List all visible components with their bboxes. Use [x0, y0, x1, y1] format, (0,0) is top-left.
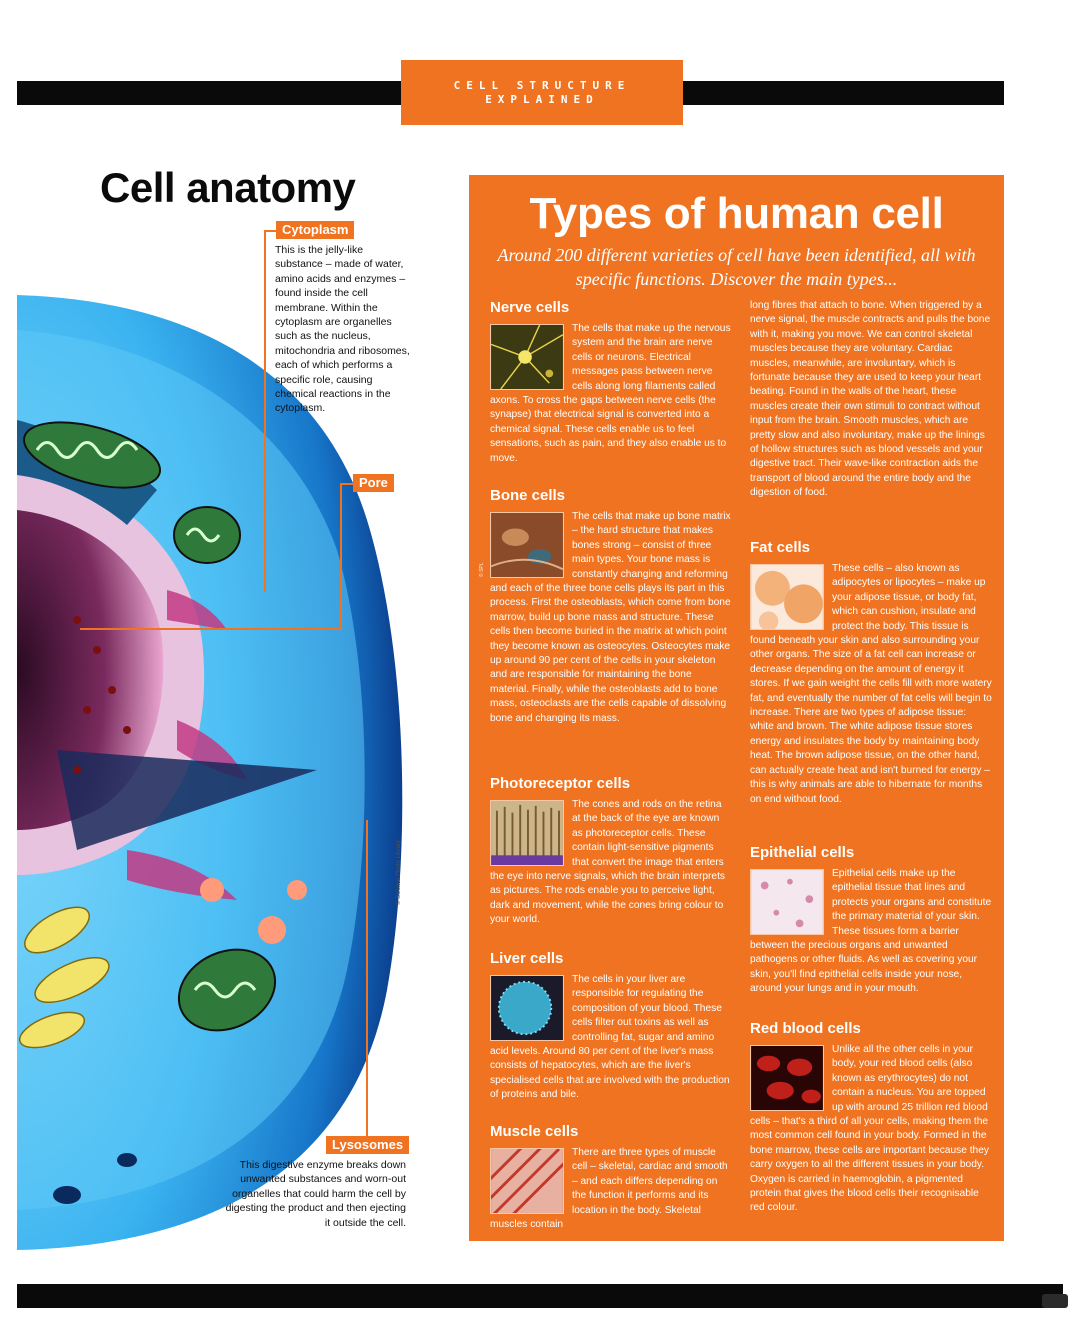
cytoplasm-description: This is the jelly-like substance – made of water, amino acids and enzymes – found inside the cell membrane. Within the cytoplasm are organelles such as the nucleus, mitochondria and ribosomes, each of which performs a specific role, causing chemical reactions in the cytoplasm. [275, 244, 410, 415]
cell-types-panel [469, 175, 1004, 1241]
epithelial-cells-text: Epithelial cells make up the epithelial tissue that lines and protects your organs and constitute the primary material of your skin. These tissues form a barrier between the precious organs and unwanted pathogens or other fluids. As well as covering your skin, you'll find epithelial cells inside your nose, around your lungs and in your mouth. [750, 868, 992, 995]
muscle-cells-heading: Muscle cells [490, 1123, 579, 1140]
muscle-cells-continued [750, 299, 992, 501]
muscle-cells-text: There are three types of muscle cell – skeletal, cardiac and smooth – and each differs depending on the function it performs and its location in the body. Skeletal muscles contain [490, 1147, 728, 1231]
bone-cells-heading: Bone cells [490, 487, 566, 504]
fat-cells-heading: Fat cells [750, 539, 811, 556]
red-blood-cells-image [750, 1045, 824, 1111]
fat-cells-section [750, 539, 992, 807]
liver-cells-text: The cells in your liver are responsible for regulating the composition of your blood. These cells filter out toxins as well as controlling fat, sugar and amino acid levels. Around 80 per cent of the liver's mass consists of hepatocytes, which are the liver's specialised cells that are involved with the production of proteins and bile. [490, 974, 730, 1101]
liver-cells-image [490, 975, 564, 1041]
photoreceptor-cells-heading: Photoreceptor cells [490, 775, 631, 792]
bone-cells-image [490, 512, 564, 578]
nerve-cells-text: The cells that make up the nervous system and the brain are nerve cells or neurons. Electrical messages pass between nerve cells along long filaments called axons. To cross the gaps between nerve cells (the synapse) that electrical signal is converted into a chemical signal. These cells enable us to feel sensations, such as pain, and they also enable us to move. [490, 323, 731, 464]
nerve-cells-image [490, 324, 564, 390]
page-title: Cell anatomy [100, 164, 356, 211]
cell-illustration [17, 290, 407, 1255]
photoreceptor-cells-text: The cones and rods on the retina at the back of the eye are known as photoreceptor cells. These contain light-sensitive pigments that convert the image that enters the eye into nerve signals, which the brain interprets as pictures. The rods enable you to perceive light, dark and movement, while the cones bring colour to your world. [490, 799, 726, 926]
red-blood-cells-text: Unlike all the other cells in your body, your red blood cells (also known as erythrocytes) do not contain a nucleus. You are topped up with around 25 trillion red blood cells – that's a third of all your cells, making them the most common cell found in your body. Formed in the bone marrow, these cells are important because they carry oxygen to all the different tissues in your body. Oxygen is carried in haemoglobin, a pigmented protein that gives the blood cells their recognisable red colour. [750, 1044, 989, 1214]
muscle-cells-text-continued: long fibres that attach to bone. When triggered by a nerve signal, the muscle contracts and pulls the bone with it, making you move. We can control skeletal muscles because they are voluntary. Cardiac muscles, meanwhile, are involuntary, which is fortunate because they are used to keep your heart beating. Found in the walls of the heart, these muscles create their own stimuli to contract without input from the brain. Smooth muscles, which are pretty slow and also involuntary, make up the linings of hollow structures such as blood vessels and your digestive tract. Their wave-like contraction aids the transport of blood around the entire body and the digestion of food. [750, 300, 991, 499]
red-blood-cells-heading: Red blood cells [750, 1020, 861, 1037]
lysosomes-description: This digestive enzyme breaks down unwanted substances and worn-out organelles that could harm the cell by digesting the product and then ejecting it outside the cell. [225, 1159, 406, 1229]
red-blood-cells-section [750, 1020, 992, 1216]
pore-leader-vertical [340, 483, 342, 629]
liver-cells-section [490, 950, 732, 1103]
pore-label: Pore [353, 474, 394, 492]
photo-credit: © Science Photo Library [396, 840, 402, 905]
section-tab [401, 60, 683, 125]
nerve-cells-heading: Nerve cells [490, 299, 570, 316]
panel-subtitle: Around 200 different varieties of cell have been identified, all with specific functions. Discover the main types... [497, 245, 976, 289]
fat-cells-text: These cells – also known as adipocytes or lipocytes – make up your adipose tissue, or body fat, which can cushion, insulate and protect the body. This tissue is found beneath your skin and also surrounding your other organs. The size of a fat cell can increase or decrease depending on the amount of energy it stores. If we gain weight the cells fill with more watery fat, and eventually the number of fat cells will begin to increase. There are two types of adipose tissue: white and brown. The white adipose tissue stores energy and insulates the body by maintaining body heat. The brown adipose tissue, on the other hand, can actually create heat and isn't burned for energy – this is why animals are able to hibernate for months on end without food. [750, 563, 992, 805]
footer-bar [17, 1284, 1063, 1308]
lysosomes-label: Lysosomes [326, 1136, 409, 1154]
muscle-cells-section [490, 1123, 732, 1232]
epithelial-cells-heading: Epithelial cells [750, 844, 855, 861]
muscle-cells-image [490, 1148, 564, 1214]
section-tab-line1: CELL STRUCTURE [453, 78, 631, 92]
fat-cells-image [750, 564, 824, 630]
section-tab-line2: EXPLAINED [485, 92, 599, 106]
corner-badge [1042, 1294, 1068, 1308]
bone-cells-section [490, 487, 732, 726]
photoreceptor-cells-image [490, 800, 564, 866]
lysosomes-leader [366, 820, 368, 1138]
photoreceptor-cells-section [490, 775, 732, 928]
nerve-cells-section [490, 299, 732, 466]
bone-cells-text: The cells that make up bone matrix – the hard structure that makes bones strong – consist of three main types. Your bone mass is constantly changing and reforming and each of the three bone cells plays its part in this process. First the osteoblasts, which come from bone marrow, build up bone mass and structure. These cells then become buried in the matrix at which point they become known as osteocytes. Osteocytes make up around 90 per cent of the cells in your skeleton and are responsible for maintaining the bone material. Finally, while the osteoblasts add to bone mass, osteoclasts are the cells capable of dissolving bone and changing its mass. [490, 511, 731, 724]
cytoplasm-label: Cytoplasm [276, 221, 354, 239]
epithelial-cells-image [750, 869, 824, 935]
pore-leader-horizontal [80, 628, 342, 630]
liver-cells-heading: Liver cells [490, 950, 564, 967]
panel-title: Types of human cell [529, 189, 944, 238]
epithelial-cells-section [750, 844, 992, 997]
spl-credit: © SPL [479, 562, 485, 577]
cytoplasm-leader-line [264, 230, 266, 592]
